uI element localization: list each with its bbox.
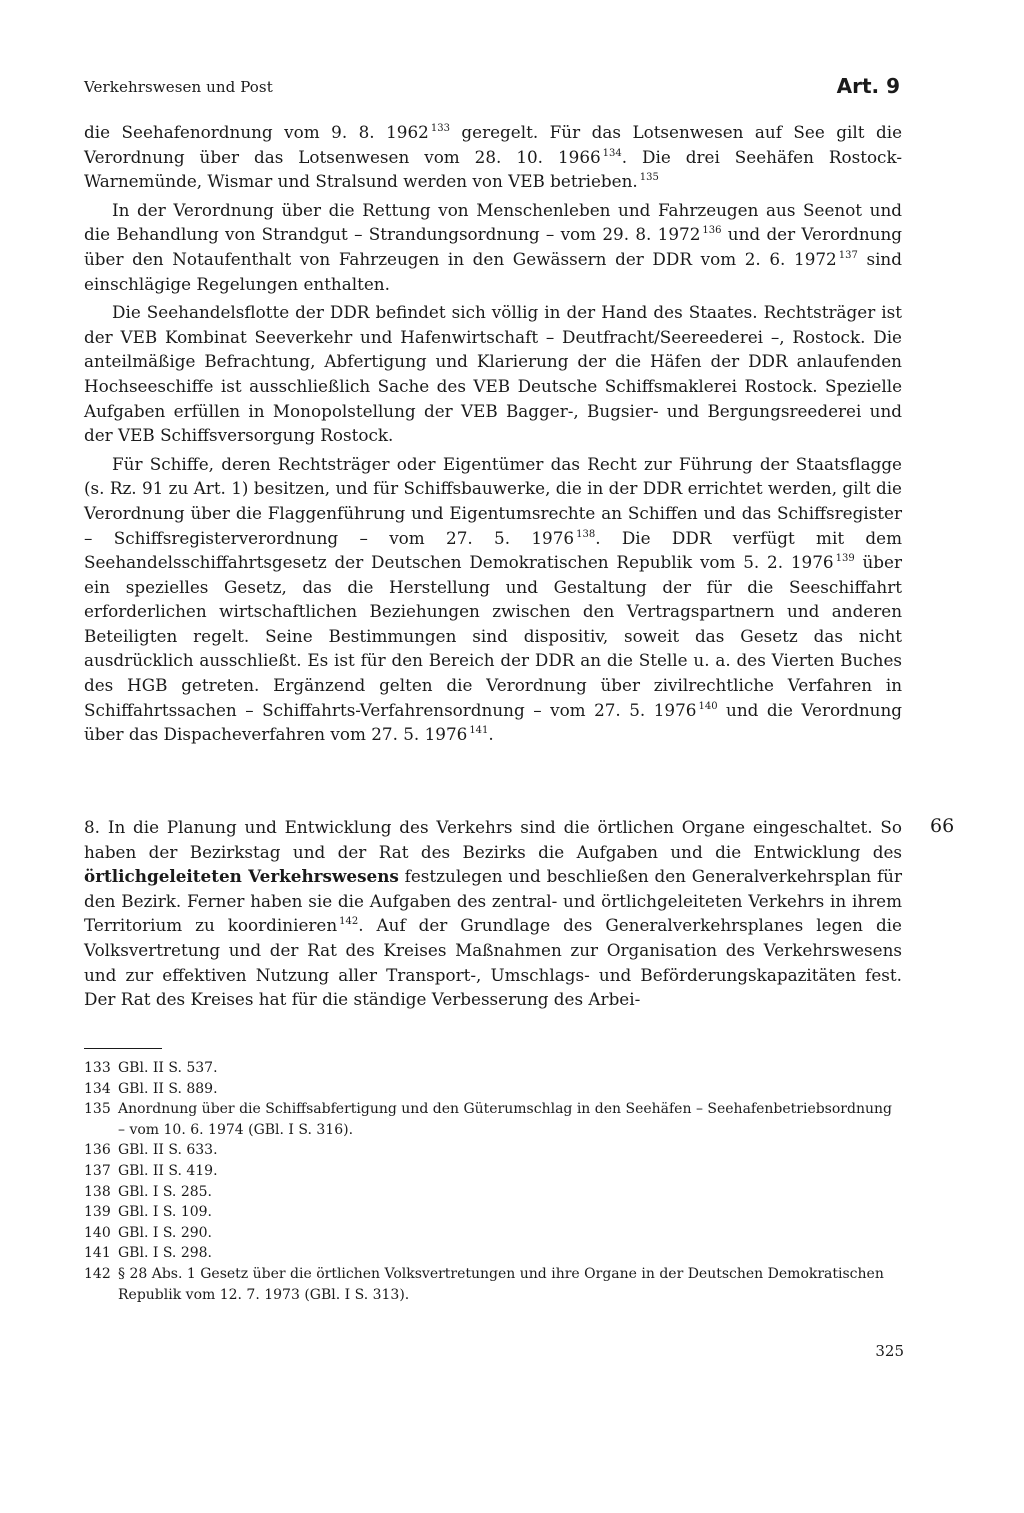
footnote-ref: 133 <box>430 123 450 134</box>
footnote-ref: 139 <box>835 553 855 565</box>
footnote: 134 GBl. II S. 889. <box>84 1080 218 1097</box>
paragraph-5: 8. In die Planung und Entwicklung des Verkehrs sind die örtlichen Organe eingeschaltet. So haben der Bezirkstag und der Rat des Bezirks die Aufgaben und die Entwicklung des örtlichgeleiteten Verkehrswesens festzulegen und beschließen den Generalverkehrsplan für den Bezirk. Ferner haben sie die Aufgaben des zentral- und örtlichgeleiteten Verkehrs in ihrem Territorium zu koordinieren $^{142}$. Auf der Grundlage des Generalverkehrsplanes legen die Volksvertretung und der Rat des Kreises Maßnahmen zur Organisation des Verkehrswesens und zur effektiven Nutzung aller Transport-, Umschlags- und Beförderungskapazitäten fest. Der Rat des Kreises hat für die ständige Verbesserung des Arbei- <box>84 817 902 1010</box>
footnote-ref: 135 <box>639 172 659 184</box>
running-head: Verkehrswesen und Post <box>84 78 273 96</box>
footnote-ref: 142 <box>339 916 359 928</box>
footnote-ref: 137 <box>838 249 858 261</box>
footnote: 139 GBl. I S. 109. <box>84 1204 212 1221</box>
footnote: 138 GBl. I S. 285. <box>84 1183 212 1200</box>
paragraph-3: Die Seehandelsflotte der DDR befindet sich völlig in der Hand des Staates. Rechtsträger ist der VEB Kombinat Seeverkehr und Hafenwirtschaft – Deutfracht/Seereederei –, Rostock. Die anteilmäßige Befrachtung, Abfertigung und Klarierung der die Häfen der DDR anlaufenden Hochseeschiffe ist ausschließlich Sache des VEB Deutsche Schiffsmaklerei Rostock. Spezielle Aufgaben erfüllen in Monopolstellung der VEB Bagger-, Bugsier- und Bergungsreederei und der VEB Schiffsversorgung Rostock. <box>84 302 902 446</box>
footnote-ref: 138 <box>576 528 596 540</box>
footnote-rule <box>84 1048 162 1049</box>
page-number: 325 <box>875 1342 904 1360</box>
article-number: Art. 9 <box>836 74 900 98</box>
keyword-bold: örtlichgeleiteten Verkehrswesens <box>84 866 399 887</box>
paragraph-2: In der Verordnung über die Rettung von Menschenleben und Fahrzeugen aus Seenot und die Behandlung von Strandgut – Strandungsordnung – vom 29. 8. 1972 $^{136}$ und der Verordnung über den Notaufenthalt von Fahrzeugen in den Gewässern der DDR vom 2. 6. 1972 $^{137}$ sind einschlägige Regelungen enthalten. <box>84 199 902 294</box>
footnote-ref: 140 <box>698 700 718 712</box>
footnotes <box>84 1058 902 1305</box>
body-section-1 <box>84 120 902 747</box>
footnote-ref: 141 <box>469 725 489 737</box>
footnote: 135 Anordnung über die Schiffsabfertigung und den Güterumschlag in den Seehäfen – Seehafenbetriebsordnung – vom 10. 6. 1974 (GBl. I S. 316). <box>84 1101 892 1138</box>
footnote: 142 § 28 Abs. 1 Gesetz über die örtlichen Volksvertretungen und ihre Organe in der Deutschen Demokratischen Republik vom 12. 7. 1973 (GBl. I S. 313). <box>84 1265 884 1303</box>
footnote: 136 GBl. II S. 633. <box>84 1142 218 1159</box>
body-section-2 <box>84 815 902 1012</box>
margin-number: 66 <box>930 815 955 837</box>
footnote: 141 GBl. I S. 298. <box>84 1245 212 1262</box>
footnote-ref: 134 <box>602 147 622 159</box>
footnote: 137 GBl. II S. 419. <box>84 1162 218 1179</box>
footnote-ref: 136 <box>702 225 722 237</box>
footnote: 140 GBl. I S. 290. <box>84 1224 212 1241</box>
footnote: 133 GBl. II S. 537. <box>84 1060 218 1076</box>
paragraph-4: Für Schiffe, deren Rechtsträger oder Eigentümer das Recht zur Führung der Staatsflagge (s. Rz. 91 zu Art. 1) besitzen, und für Schiffsbauwerke, die in der DDR errichtet werden, gilt die Verordnung über die Flaggenführung und Eigentumsrechte an Schiffen und das Schiffsregister – Schiffsregisterverordnung – vom 27. 5. 1976 $^{138}$. Die DDR verfügt mit dem Seehandelsschiffahrtsgesetz der Deutschen Demokratischen Republik vom 5. 2. 1976 $^{139}$ über ein spezielles Gesetz, das die Herstellung und Gestaltung der für die Seeschiffahrt erforderlichen wirtschaftlichen Beziehungen zwischen den Vertragspartnern und anderen Beteiligten regelt. Seine Bestimmungen sind dispositiv, soweit das Gesetz das nicht ausdrücklich ausschließt. Es ist für den Bereich der DDR an die Stelle u. a. des Vierten Buches des HGB getreten. Ergänzend gelten die Verordnung über zivilrechtliche Verfahren in Schiffahrtssachen – Schiffahrts-Verfahrensordnung – vom 27. 5. 1976 $^{140}$ und die Verordnung über das Dispacheverfahren vom 27. 5. 1976 $^{141}$. <box>84 453 903 745</box>
paragraph-1: die Seehafenordnung vom 9. 8. 1962 $^{133}$ geregelt. Für das Lotsenwesen auf See gilt die Verordnung über das Lotsenwesen vom 28. 10. 1966 $^{134}$. Die drei Seehäfen Rostock-Warnemünde, Wismar und Stralsund werden von VEB betrieben. $^{135}$ <box>84 122 903 192</box>
